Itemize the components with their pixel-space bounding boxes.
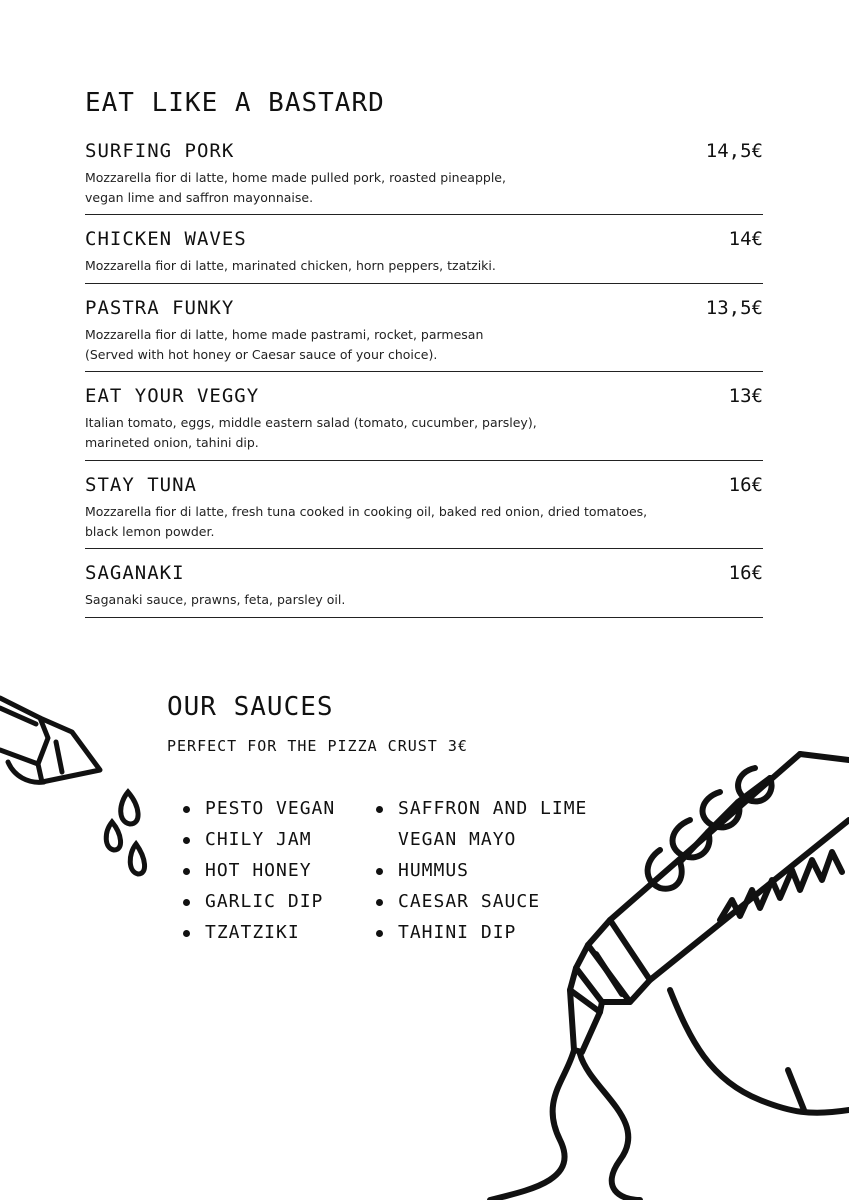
sauce-list-left — [183, 793, 335, 948]
item-description: Saganaki sauce, prawns, feta, parsley oil. — [85, 592, 346, 607]
list-item: PESTO VEGAN — [183, 793, 335, 824]
item-description: Mozzarella fior di latte, home made pulled pork, roasted pineapple, vegan lime and saffron mayonnaise. — [85, 170, 506, 205]
sauces-title: OUR SAUCES — [167, 692, 334, 722]
item-name: PASTRA FUNKY — [85, 297, 235, 319]
sauce-drops-icon — [100, 782, 160, 897]
menu-item-surfing-pork — [85, 138, 763, 215]
menu-item-eat-your-veggy — [85, 383, 763, 461]
bullet-icon — [183, 868, 190, 875]
item-price: 16€ — [728, 562, 763, 584]
bullet-icon — [183, 806, 190, 813]
menu-item-chicken-waves — [85, 226, 763, 284]
bullet-icon — [183, 899, 190, 906]
item-name: SAGANAKI — [85, 562, 185, 584]
bullet-icon — [183, 930, 190, 937]
bullet-icon — [376, 899, 383, 906]
item-name: STAY TUNA — [85, 474, 197, 496]
item-price: 13,5€ — [705, 297, 763, 319]
item-price: 14,5€ — [705, 140, 763, 162]
item-description: Mozzarella fior di latte, home made pastrami, rocket, parmesan (Served with hot honey or Caesar sauce of your choice). — [85, 327, 484, 362]
hand-squeeze-bottle-icon — [470, 740, 849, 1200]
bullet-icon — [376, 806, 383, 813]
list-item: HOT HONEY — [183, 855, 335, 886]
bullet-icon — [183, 837, 190, 844]
item-name: CHICKEN WAVES — [85, 228, 247, 250]
sauces-subtitle: PERFECT FOR THE PIZZA CRUST 3€ — [167, 737, 468, 755]
bullet-icon — [376, 930, 383, 937]
item-price: 16€ — [728, 474, 763, 496]
item-description: Italian tomato, eggs, middle eastern salad (tomato, cucumber, parsley), marineted onion, tahini dip. — [85, 415, 537, 450]
list-item: CAESAR SAUCE — [376, 886, 587, 917]
list-item: SAFFRON AND LIME VEGAN MAYO — [376, 793, 587, 855]
item-description: Mozzarella fior di latte, fresh tuna cooked in cooking oil, baked red onion, dried tomatoes, black lemon powder. — [85, 504, 648, 539]
list-item: GARLIC DIP — [183, 886, 335, 917]
bullet-icon — [376, 868, 383, 875]
sauce-bottle-tip-icon — [0, 690, 110, 800]
item-name: EAT YOUR VEGGY — [85, 385, 260, 407]
item-description: Mozzarella fior di latte, marinated chicken, horn peppers, tzatziki. — [85, 258, 496, 273]
list-item: TZATZIKI — [183, 917, 335, 948]
menu-item-stay-tuna — [85, 472, 763, 549]
list-item: HUMMUS — [376, 855, 587, 886]
list-item: TAHINI DIP — [376, 917, 587, 948]
menu-section-title: EAT LIKE A BASTARD — [85, 88, 385, 118]
list-item: CHILY JAM — [183, 824, 335, 855]
menu-item-saganaki — [85, 560, 763, 618]
item-price: 14€ — [728, 228, 763, 250]
menu-item-pastra-funky — [85, 295, 763, 372]
item-price: 13€ — [728, 385, 763, 407]
item-name: SURFING PORK — [85, 140, 235, 162]
